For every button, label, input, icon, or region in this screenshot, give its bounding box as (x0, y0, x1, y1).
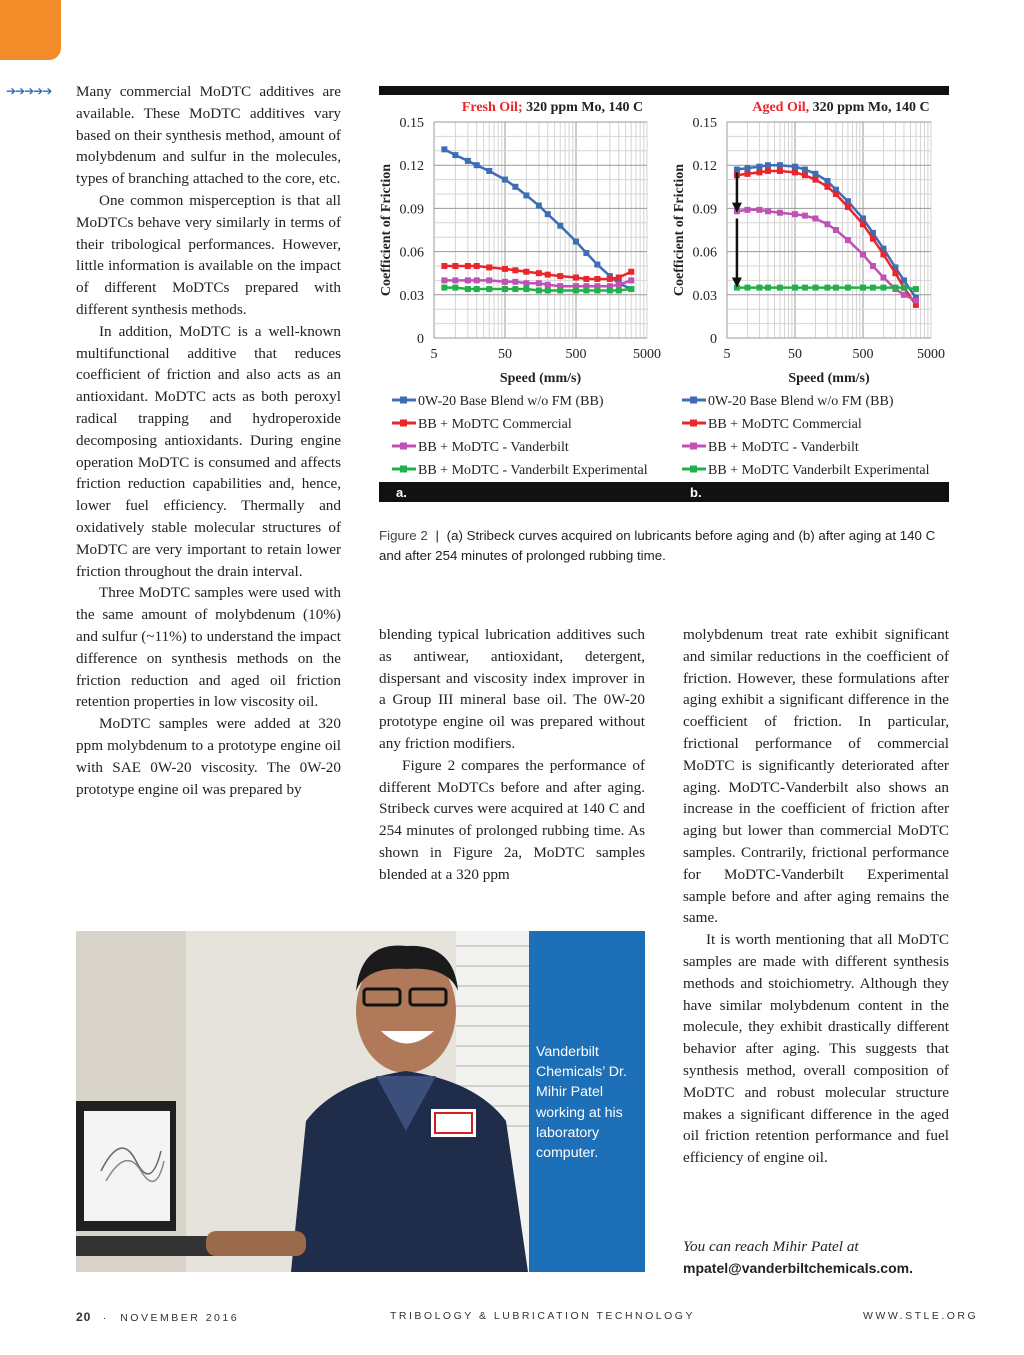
data-point-vanderbilt (744, 207, 750, 213)
data-point-experimental (536, 287, 542, 293)
paragraph: One common misperception is that all MoDTCs behave very similarly in terms of their tribological performances. However, little information is available on the impact of different MoDTCs prepared with different synthesis methods. (76, 191, 341, 318)
data-point-commercial (765, 168, 771, 174)
data-point-commercial (812, 177, 818, 183)
data-point-bb (523, 192, 529, 198)
data-point-commercial (523, 269, 529, 275)
x-axis-label: Speed (mm/s) (788, 371, 870, 386)
data-point-experimental (824, 285, 830, 291)
legend-marker-bb (400, 397, 407, 404)
data-point-experimental (765, 285, 771, 291)
data-point-bb (734, 167, 740, 173)
data-point-experimental (616, 287, 622, 293)
x-tick-label: 50 (788, 347, 802, 362)
data-point-experimental (860, 285, 866, 291)
data-point-commercial (502, 266, 508, 272)
footer-left (76, 1310, 239, 1324)
data-point-vanderbilt (512, 279, 518, 285)
legend-label: BB + MoDTC Vanderbilt Experimental (708, 463, 930, 478)
data-point-commercial (573, 275, 579, 281)
section-tab (0, 0, 61, 60)
title-highlight: Fresh Oil; (461, 100, 523, 115)
data-point-vanderbilt (870, 263, 876, 269)
double-right-arrows-icon: ➔➔➔➔➔ (6, 84, 52, 98)
data-point-bb (573, 239, 579, 245)
caption-separator: | (435, 528, 439, 543)
data-point-bb (812, 171, 818, 177)
data-point-vanderbilt (802, 213, 808, 219)
contact-line: You can reach Mihir Patel at (683, 1238, 859, 1255)
x-tick-label: 5 (430, 347, 438, 362)
page-number: 20 (76, 1310, 92, 1324)
data-point-commercial (860, 221, 866, 227)
data-point-experimental (892, 285, 898, 291)
data-point-experimental (523, 286, 529, 292)
plot-area (727, 122, 931, 338)
data-point-experimental (474, 286, 480, 292)
data-point-commercial (607, 276, 613, 282)
data-point-bb (557, 223, 563, 229)
legend-label: BB + MoDTC Commercial (708, 417, 862, 432)
legend-marker-experimental (690, 466, 697, 473)
data-point-vanderbilt (486, 277, 492, 283)
data-point-bb (824, 178, 830, 184)
y-tick-label: 0.09 (399, 202, 424, 218)
data-point-experimental (452, 285, 458, 291)
y-tick-label: 0.06 (399, 245, 424, 261)
data-point-experimental (845, 285, 851, 291)
contact-info (683, 1236, 949, 1279)
data-point-vanderbilt (452, 277, 458, 283)
x-tick-label: 5000 (633, 347, 661, 362)
data-point-experimental (802, 285, 808, 291)
footer-dot: · (102, 1312, 109, 1324)
legend-label: BB + MoDTC - Vanderbilt (418, 440, 569, 455)
title-highlight: Aged Oil, (752, 100, 810, 115)
data-point-bb (792, 164, 798, 170)
data-point-experimental (628, 286, 634, 292)
column-3 (683, 624, 949, 1169)
contact-email: mpatel@vanderbiltchemicals.com. (683, 1259, 913, 1276)
data-point-experimental (465, 286, 471, 292)
data-point-bb (756, 164, 762, 170)
data-point-bb (545, 211, 551, 217)
y-tick-label: 0 (710, 332, 717, 347)
data-point-experimental (792, 285, 798, 291)
y-tick-label: 0.12 (399, 159, 424, 175)
data-point-commercial (870, 236, 876, 242)
paragraph: In addition, MoDTC is a well-known multifunctional additive that reduces coefficient of friction and also acts as an antioxidant. MoDTC acts as both peroxyl radical trapping and hydroperoxide decomposing antioxidants. During engine operation MoDTC is consumed and affects friction reduction capabilities and, hence, lower fuel efficiency. Thermally and oxidatively stable molecular structures of MoDTC are very important to retain lower friction throughout the drain interval. (76, 322, 341, 580)
legend-marker-experimental (400, 466, 407, 473)
data-point-experimental (486, 286, 492, 292)
data-point-experimental (744, 285, 750, 291)
y-tick-label: 0.06 (692, 245, 717, 261)
paragraph: molybdenum treat rate exhibit significant and similar reductions in the coefficient of friction. However, these formulations after aging exhibit a significant difference in the coefficient of friction. In particular, frictional performance of commercial MoDTC is significantly deteriorated after aging. MoDTC-Vanderbilt also shows an increase in the coefficient of friction after aging but lower than commercial MoDTC samples. Contrarily, frictional performance for MoDTC-Vanderbilt Experimental sample before and after aging remains the same. (683, 626, 949, 927)
legend-marker-bb (690, 397, 697, 404)
paragraph: Three MoDTC samples were used with the same amount of molybdenum (10%) and sulfur (~11%) to understand the impact difference on synthesis methods on the friction reduction and aged oil friction retention properties in low viscosity oil. (76, 584, 341, 711)
data-point-commercial (536, 270, 542, 276)
y-tick-label: 0.03 (692, 288, 717, 304)
y-tick-label: 0.09 (692, 202, 717, 218)
data-point-experimental (756, 285, 762, 291)
data-point-bb (583, 250, 589, 256)
x-axis-label: Speed (mm/s) (499, 371, 582, 386)
data-point-experimental (901, 285, 907, 291)
data-point-experimental (777, 285, 783, 291)
title-rest: 320 ppm Mo, 140 C (809, 100, 930, 115)
data-point-vanderbilt (845, 237, 851, 243)
data-point-commercial (583, 276, 589, 282)
x-tick-label: 500 (852, 347, 874, 362)
data-point-experimental (607, 287, 613, 293)
data-point-experimental (870, 285, 876, 291)
data-point-bb (744, 165, 750, 171)
data-point-vanderbilt (880, 275, 886, 281)
data-point-commercial (512, 267, 518, 273)
x-tick-label: 500 (565, 347, 587, 362)
data-point-vanderbilt (441, 277, 447, 283)
data-point-vanderbilt (812, 215, 818, 221)
x-tick-label: 5000 (917, 347, 945, 362)
y-tick-label: 0 (417, 332, 424, 347)
data-point-experimental (545, 287, 551, 293)
data-point-vanderbilt (756, 207, 762, 213)
figure-caption (379, 526, 949, 566)
x-tick-label: 50 (498, 347, 512, 362)
data-point-bb (474, 162, 480, 168)
data-point-bb (465, 158, 471, 164)
data-point-vanderbilt (523, 280, 529, 286)
data-point-commercial (777, 168, 783, 174)
y-axis-label: Coefficient of Friction (672, 163, 687, 297)
panel-label-b: b. (690, 485, 702, 500)
column-1 (76, 81, 341, 800)
data-point-vanderbilt (616, 282, 622, 288)
data-point-vanderbilt (765, 208, 771, 214)
data-point-bb (536, 203, 542, 209)
legend-label: 0W-20 Base Blend w/o FM (BB) (708, 394, 894, 409)
title-rest: 320 ppm Mo, 140 C (522, 100, 644, 115)
data-point-vanderbilt (913, 298, 919, 304)
data-point-experimental (812, 285, 818, 291)
data-point-commercial (628, 269, 634, 275)
data-point-experimental (502, 286, 508, 292)
data-point-commercial (744, 171, 750, 177)
data-point-commercial (465, 263, 471, 269)
data-point-commercial (792, 169, 798, 175)
photo-caption: Vanderbilt Chemicals’ Dr. Mihir Patel working at his laboratory computer. (536, 1044, 627, 1162)
data-point-bb (512, 184, 518, 190)
data-point-commercial (594, 276, 600, 282)
data-point-commercial (845, 204, 851, 210)
data-point-commercial (616, 275, 622, 281)
caption-text: (a) Stribeck curves acquired on lubricants before aging and (b) after aging at 140 C and after 254 minutes of prolonged rubbing time. (379, 528, 936, 563)
data-point-commercial (892, 270, 898, 276)
data-point-commercial (486, 264, 492, 270)
paragraph: It is worth mentioning that all MoDTC samples are made with different synthesis methods and stoichiometry. Although they have similar molybdenum content in the molecule, they exhibit drastically different behavior after aging. This suggests that synthesis method, overall composition of MoDTC and robust molecular structure makes a significant difference in the aged oil friction retention performance and fuel efficiency of engine oil. (683, 931, 949, 1167)
data-point-vanderbilt (901, 292, 907, 298)
paragraph: blending typical lubrication additives such as antiwear, antioxidant, detergent, dispersant and viscosity index improver in a Group III mineral base oil. The 0W-20 prototype engine oil was prepared without any friction modifiers. (379, 626, 645, 752)
figure-2 (379, 86, 949, 502)
plot-area (434, 122, 647, 338)
legend-marker-commercial (400, 420, 407, 427)
data-point-vanderbilt (502, 279, 508, 285)
data-point-experimental (441, 285, 447, 291)
y-tick-label: 0.15 (399, 116, 424, 131)
data-point-commercial (833, 191, 839, 197)
data-point-commercial (880, 251, 886, 257)
publication-name: TRIBOLOGY & LUBRICATION TECHNOLOGY (390, 1310, 695, 1322)
data-point-vanderbilt (536, 280, 542, 286)
data-point-commercial (756, 169, 762, 175)
data-point-commercial (545, 272, 551, 278)
data-point-vanderbilt (628, 277, 634, 283)
data-point-commercial (557, 273, 563, 279)
column-2 (379, 624, 645, 886)
data-point-commercial (824, 184, 830, 190)
data-point-commercial (441, 263, 447, 269)
paragraph: MoDTC samples were added at 320 ppm molybdenum to a prototype engine oil with SAE 0W-20 viscosity. The 0W-20 prototype engine oil was prepared by (76, 715, 341, 798)
legend-label: BB + MoDTC - Vanderbilt Experimental (418, 463, 648, 478)
data-point-vanderbilt (545, 282, 551, 288)
x-tick-label: 5 (723, 347, 731, 362)
paragraph: Many commercial MoDTC additives are available. These MoDTC additives vary based on their synthesis method, amount of molybdenum and sulfur in the molecules, types of branching attached to the core, etc. (76, 83, 341, 188)
data-point-experimental (512, 286, 518, 292)
data-point-bb (502, 177, 508, 183)
data-point-vanderbilt (833, 227, 839, 233)
y-tick-label: 0.12 (692, 159, 717, 175)
data-point-experimental (557, 287, 563, 293)
data-point-bb (777, 162, 783, 168)
data-point-vanderbilt (792, 211, 798, 217)
data-point-experimental (594, 287, 600, 293)
data-point-bb (802, 167, 808, 173)
y-axis-label: Coefficient of Friction (379, 163, 394, 297)
legend-marker-commercial (690, 420, 697, 427)
data-point-vanderbilt (474, 277, 480, 283)
data-point-bb (486, 168, 492, 174)
chart-title (752, 100, 929, 115)
data-point-experimental (583, 287, 589, 293)
figure-bottom-bar (379, 482, 949, 502)
website: WWW.STLE.ORG (863, 1310, 979, 1322)
data-point-bb (594, 262, 600, 268)
data-point-experimental (880, 285, 886, 291)
data-point-vanderbilt (777, 210, 783, 216)
data-point-experimental (913, 286, 919, 292)
data-point-commercial (452, 263, 458, 269)
figure-number: Figure 2 (379, 528, 428, 543)
data-point-commercial (474, 263, 480, 269)
y-tick-label: 0.03 (399, 288, 424, 304)
data-point-bb (452, 152, 458, 158)
legend-marker-vanderbilt (690, 443, 697, 450)
y-tick-label: 0.15 (692, 116, 717, 131)
data-point-vanderbilt (860, 251, 866, 257)
data-point-vanderbilt (824, 221, 830, 227)
legend-label: BB + MoDTC Commercial (418, 417, 572, 432)
panel-label-a: a. (396, 485, 407, 500)
data-point-bb (765, 162, 771, 168)
data-point-bb (441, 146, 447, 152)
data-point-experimental (833, 285, 839, 291)
data-point-experimental (573, 287, 579, 293)
data-point-commercial (802, 172, 808, 178)
legend-marker-vanderbilt (400, 443, 407, 450)
legend-label: BB + MoDTC - Vanderbilt (708, 440, 859, 455)
paragraph: Figure 2 compares the performance of different MoDTCs before and after aging. Stribeck curves were acquired at 140 C and 254 minutes of prolonged rubbing time. As shown in Figure 2a, MoDTC samples blended at a 320 ppm (379, 756, 645, 883)
chart-title (462, 100, 643, 115)
data-point-vanderbilt (465, 277, 471, 283)
issue-date: NOVEMBER 2016 (120, 1312, 240, 1324)
legend-label: 0W-20 Base Blend w/o FM (BB) (418, 394, 604, 409)
